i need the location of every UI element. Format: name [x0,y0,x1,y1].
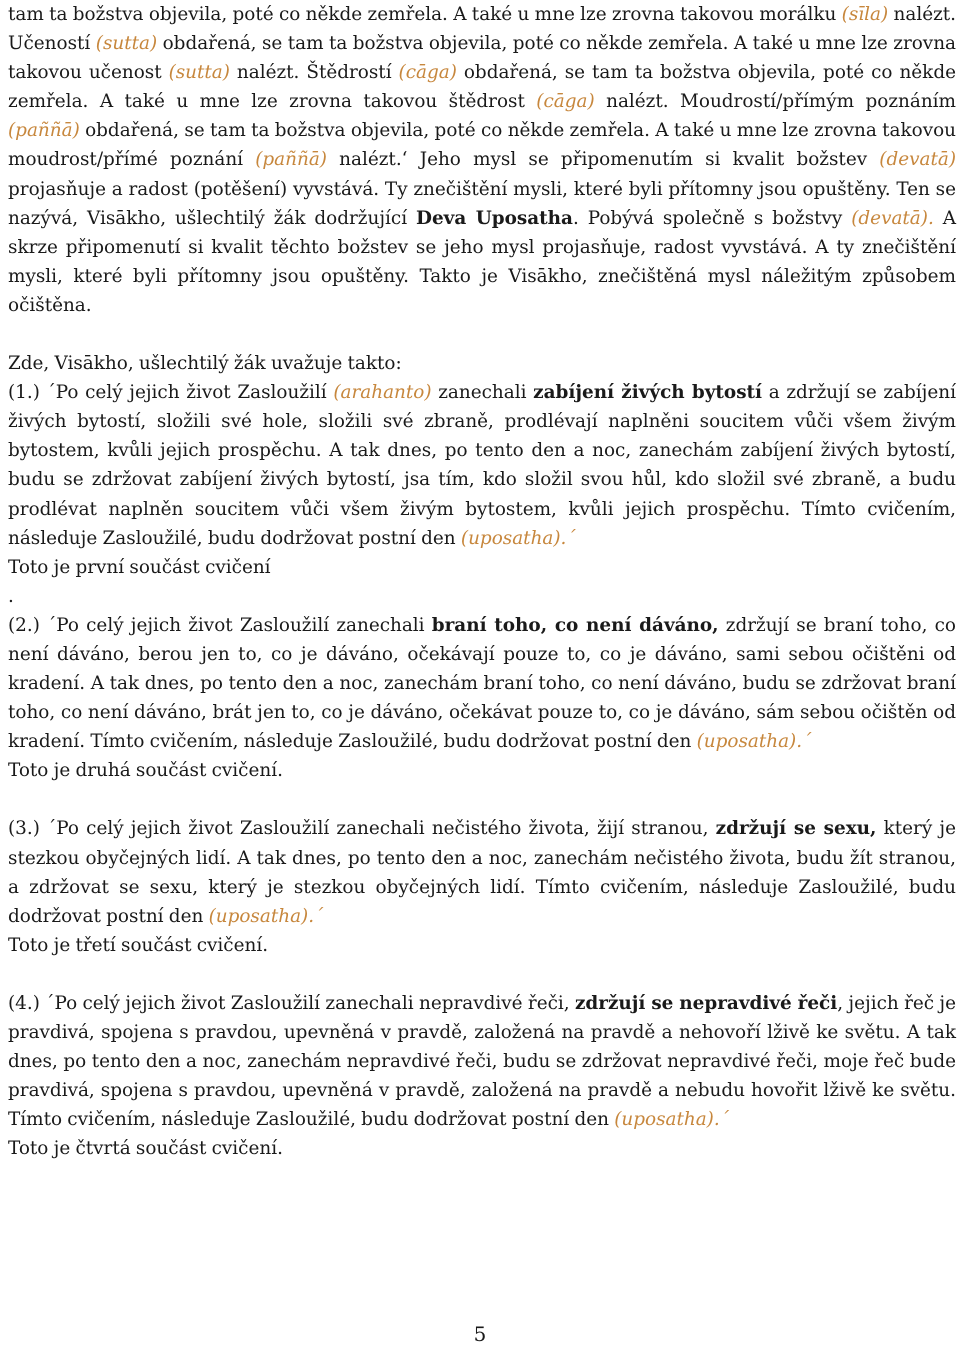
pali-term: (sutta) [168,62,230,84]
text-run: obdařená, se tam ta božstva objevila, poté co někde zemřela. A také u mne lze zrovna takovou učenost [8,33,957,84]
text-run: . Pobývá společně s božstvy [572,207,852,229]
pali-term: (uposatha).´ [460,527,576,549]
text-run: Toto je třetí součást cvičení. [8,934,269,956]
text-run: (4.) ´Po celý jejich život Zasloužilí zanechali nepravdivé řeči, [8,992,575,1014]
text-run: tam ta božstva objevila, poté co někde zemřela. A také u mne lze zrovna takovou morálku [8,4,842,25]
text-run: Toto je první součást cvičení [8,556,271,578]
bold-phrase: Deva Uposatha [416,207,573,229]
pali-term: (uposatha).´ [208,905,324,927]
paragraph-precept-4 [8,989,956,1134]
text-run: nalézt. Moudrostí/přímým poznáním [594,91,956,113]
paragraph-dot-line [8,582,956,611]
pali-term: (devatā). [851,207,934,229]
paragraph-precept-1 [8,378,956,553]
bold-phrase: zdržují se sexu, [715,818,877,840]
paragraph-precept-3 [8,814,956,930]
text-run: nalézt. Štědrostí [229,62,399,84]
pali-term: (sutta) [95,33,158,55]
paragraph-precept-2-end [8,756,956,785]
text-run: (2.) ´Po celý jejich život Zasloužilí zanechali [8,614,432,636]
text-run: projasňuje a radost (potěšení) vyvstává. Ty znečištění mysli, které byli přítomny jsou opuštěny. Ten se nazývá, Visākho, ušlechtilý žák dodržující [8,178,956,229]
pali-term: (paññā) [8,120,80,142]
paragraph-precept-2 [8,611,956,756]
text-run: Zde, Visākho, ušlechtilý žák uvažuje takto: [8,353,402,375]
text-run: Toto je čtvrtá součást cvičení. [8,1138,283,1160]
document-page [8,0,956,1163]
page-number: 5 [473,1322,487,1346]
bold-phrase: zabíjení živých bytostí [533,382,763,404]
pali-term: (uposatha).´ [696,731,812,753]
paragraph-intro-line [8,349,956,378]
body-text [8,0,956,1163]
text-run: zanechali [431,382,534,404]
bold-phrase: braní toho, co není dáváno, [431,614,719,636]
pali-term: (cāga) [398,62,457,84]
text-run: obdařená, se tam ta božstva objevila, poté co někde zemřela. A také u mne lze zrovna takovou štědrost [8,62,956,113]
text-run: A skrze připomenutí si kvalit těchto božstev se jeho mysl projasňuje, radost vyvstává. A ty znečištění mysli, které byli přítomny jsou opuštěny. Takto je Visākho, znečištěná mysl náležitým způsobem očištěna. [8,207,956,316]
text-run: nalézt. Učeností [8,4,957,55]
pali-term: (cāga) [536,91,595,113]
text-run: (1.) ´Po celý jejich život Zasloužilí [8,382,334,404]
text-run: obdařená, se tam ta božstva objevila, poté co někde zemřela. A také u mne lze zrovna takovou moudrost/přímé poznání [8,120,956,171]
paragraph-precept-1-end [8,553,956,582]
pali-term: (devatā) [879,149,956,171]
paragraph-gap [8,960,956,989]
text-run: a zdržují se zabíjení živých bytostí, složili své hole, složili své zbraně, prodlévají naplněni soucitem vůči všem živým bytostem, kvůli jejich prospěchu. A tak dnes, po tento den a noc, zanechám zabíjení živých bytostí, budu se zdržovat zabíjení živých bytostí, jsa tím, kdo složil svou hůl, kdo složil své zbraně, a budu prodlévat naplněn soucitem vůči všem živým bytostem, kvůli jejich prospěchu. Tímto cvičením, následuje Zasloužilé, budu dodržovat postní den [8,382,956,549]
paragraph-intro [8,0,956,320]
text-run: (3.) ´Po celý jejich život Zasloužilí zanechali nečistého života, žijí stranou, [8,818,716,840]
text-run: . [8,585,14,607]
paragraph-gap [8,320,956,349]
text-run: zdržují se braní toho, co není dáváno, berou jen to, co je dáváno, očekávají pouze to, co je dáváno, sami sebou očištěni od kradení. A tak dnes, po tento den a noc, zanechám braní toho, co není dáváno, budu se zdržovat braní toho, co není dáváno, brát jen to, co je dáváno, očekávat pouze to, co je dáváno, sám sebou očištěn od kradení. Tímto cvičením, následuje Zasloužilé, budu dodržovat postní den [8,614,956,753]
text-run: , jejich řeč je pravdivá, spojena s pravdou, upevněná v pravdě, založená na pravdě a nehovoří lživě ke světu. A tak dnes, po tento den a noc, zanechám nepravdivé řeči, budu se zdržovat nepravdivé řeči, moje řeč bude pravdivá, spojena s pravdou, upevněná v pravdě, založená na pravdě a nebudu hovořit lživě ke světu. Tímto cvičením, následuje Zasloužilé, budu dodržovat postní den [8,992,956,1131]
pali-term: (uposatha).´ [614,1109,729,1131]
text-run: nalézt.‘ Jeho mysl se připomenutím si kvalit božstev [326,149,880,171]
text-run: který je stezkou obyčejných lidí. A tak dnes, po tento den a noc, zanechám nečistého života, budu žít stranou, a zdržovat se sexu, který je stezkou obyčejných lidí. Tímto cvičením, následuje Zasloužilé, budu dodržovat postní den [8,818,957,927]
pali-term: (sīla) [841,4,889,25]
paragraph-precept-3-end [8,931,956,960]
paragraph-precept-4-end [8,1134,956,1163]
bold-phrase: zdržují se nepravdivé řeči [574,992,838,1014]
pali-term: (arahanto) [333,382,432,404]
paragraph-gap [8,785,956,814]
pali-term: (paññā) [255,149,327,171]
text-run: Toto je druhá součást cvičení. [8,760,283,782]
